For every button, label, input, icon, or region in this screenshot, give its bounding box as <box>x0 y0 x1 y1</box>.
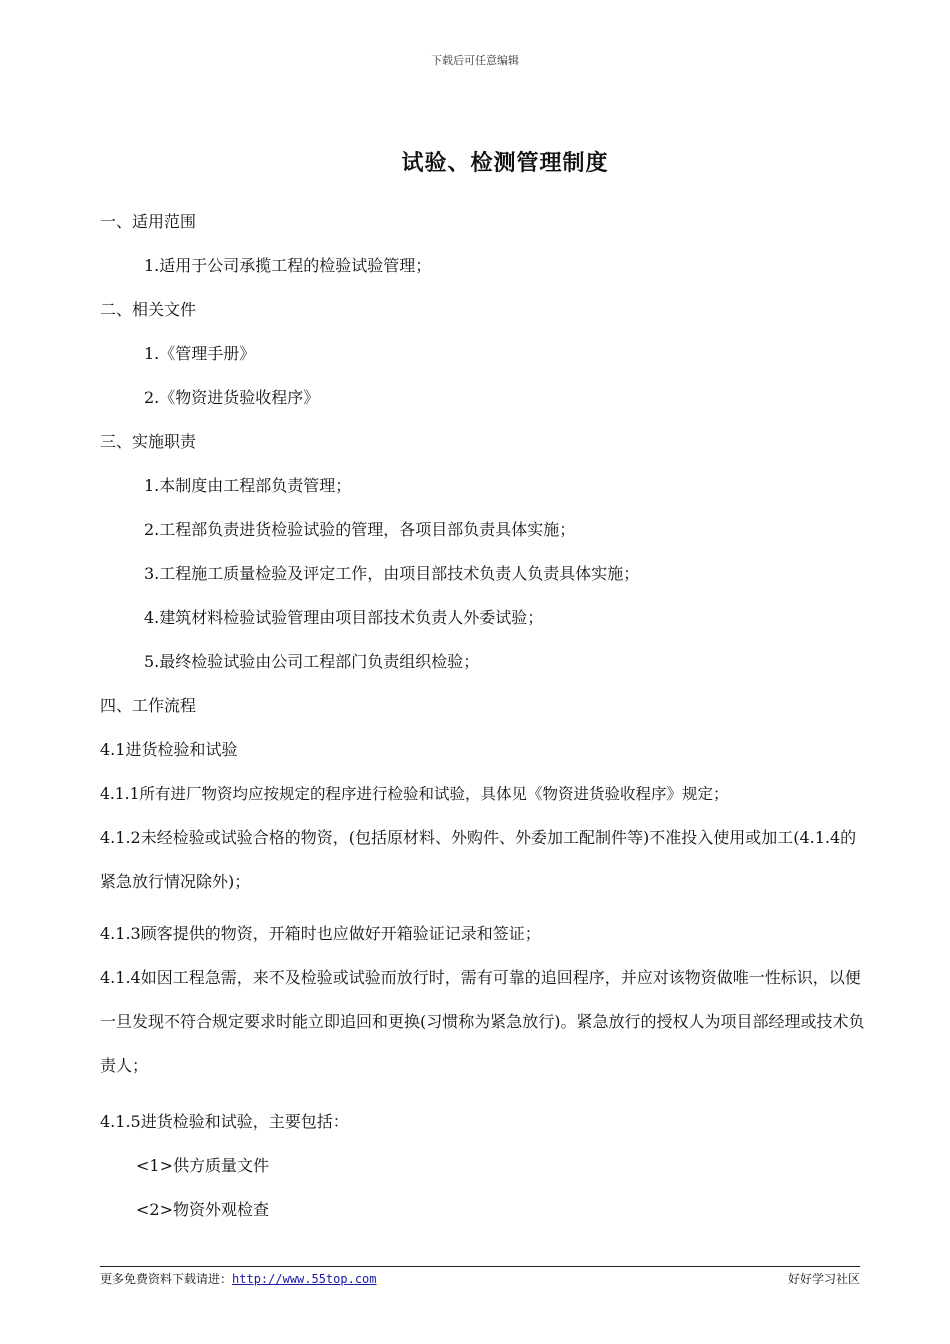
section-heading-scope: 一、适用范围 <box>100 212 197 231</box>
list-item: <1>供方质量文件 <box>136 1156 269 1175</box>
paragraph-4-1-4: 4.1.4如因工程急需，来不及检验或试验而放行时，需有可靠的追回程序，并应对该物资做唯一性标识，以便一旦发现不符合规定要求时能立即追回和更换(习惯称为紧急放行)。紧急放行的授权人为项目部经理或技术负责人； <box>100 968 865 1075</box>
list-item: 5.最终检验试验由公司工程部门负责组织检验； <box>144 652 480 671</box>
section-heading-related-docs: 二、相关文件 <box>100 300 197 319</box>
document-title: 试验、检测管理制度 <box>401 151 609 176</box>
header-note: 下载后可任意编辑 <box>431 54 519 67</box>
paragraph-4-1-3: 4.1.3顾客提供的物资，开箱时也应做好开箱验证记录和签证； <box>100 924 541 943</box>
footer-left <box>100 1270 377 1287</box>
list-item: 3.工程施工质量检验及评定工作，由项目部技术负责人负责具体实施； <box>144 564 640 583</box>
list-item: 2.《物资进货验收程序》 <box>144 388 320 407</box>
list-item: 2.工程部负责进货检验试验的管理，各项目部负责具体实施； <box>144 520 576 539</box>
footer-right-text: 好好学习社区 <box>787 1272 860 1286</box>
paragraph-4-1-1: 4.1.1所有进厂物资均应按规定的程序进行检验和试验，具体见《物资进货验收程序》规定； <box>100 785 729 803</box>
section-heading-workflow: 四、工作流程 <box>100 696 197 715</box>
paragraph-4-1-5: 4.1.5进货检验和试验，主要包括： <box>100 1112 349 1131</box>
list-item: 1.适用于公司承揽工程的检验试验管理； <box>144 256 432 275</box>
list-item: <2>物资外观检查 <box>136 1200 269 1219</box>
section-heading-duties: 三、实施职责 <box>100 432 197 451</box>
footer-download-text: 更多免费资料下载请进： <box>100 1272 233 1286</box>
footer-link[interactable]: http://www.55top.com <box>232 1272 377 1286</box>
list-item: 4.建筑材料检验试验管理由项目部技术负责人外委试验； <box>144 608 544 627</box>
paragraph-4-1-2: 4.1.2未经检验或试验合格的物资，(包括原材料、外购件、外委加工配制件等)不准投入使用或加工(4.1.4的紧急放行情况除外)； <box>100 828 857 891</box>
footer-divider <box>100 1266 860 1267</box>
list-item: 1.本制度由工程部负责管理； <box>144 476 352 495</box>
sub-heading-incoming-inspection: 4.1进货检验和试验 <box>100 740 238 759</box>
list-item: 1.《管理手册》 <box>144 344 256 363</box>
